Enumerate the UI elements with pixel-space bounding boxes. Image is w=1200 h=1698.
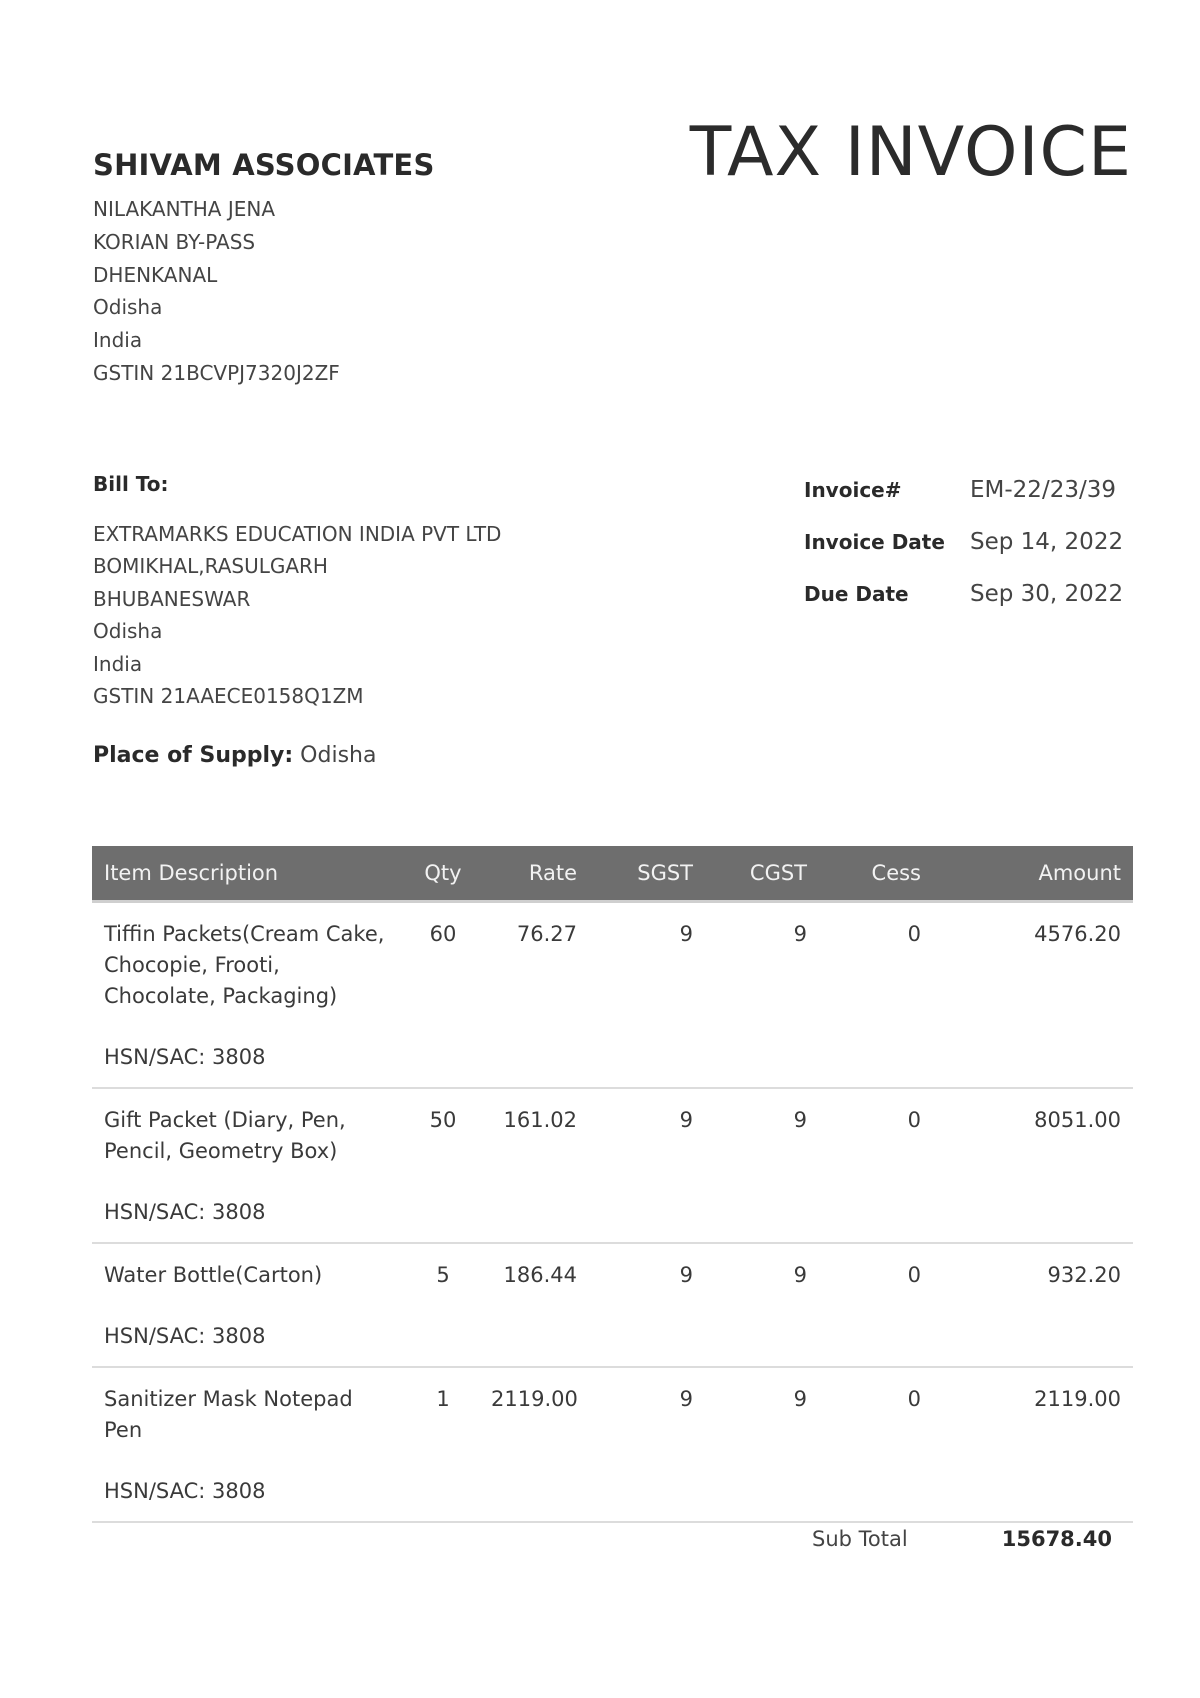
seller-address-line: DHENKANAL <box>93 262 218 287</box>
item-amount: 4576.20 <box>933 902 1133 1089</box>
item-rate: 2119.00 <box>479 1367 589 1522</box>
bill-to-address-line: BOMIKHAL,RASULGARH <box>93 554 328 579</box>
bill-to-address-line: India <box>93 651 143 676</box>
item-hsn: HSN/SAC: 3808 <box>104 1045 266 1069</box>
place-of-supply-value: Odisha <box>300 743 377 768</box>
invoice-number-value: EM-22/23/39 <box>970 477 1116 503</box>
header-qty: Qty <box>407 846 479 902</box>
item-cgst: 9 <box>705 1088 819 1243</box>
item-hsn: HSN/SAC: 3808 <box>104 1479 266 1503</box>
item-qty: 5 <box>407 1243 479 1367</box>
item-cess: 0 <box>819 1088 933 1243</box>
item-hsn: HSN/SAC: 3808 <box>104 1200 266 1224</box>
item-amount: 932.20 <box>933 1243 1133 1367</box>
header-cess: Cess <box>819 846 933 902</box>
table-row <box>92 902 1133 1089</box>
seller-gstin: GSTIN 21BCVPJ7320J2ZF <box>93 360 340 385</box>
header-amount: Amount <box>933 846 1133 902</box>
place-of-supply <box>93 743 376 768</box>
seller-address-line: KORIAN BY-PASS <box>93 229 256 254</box>
item-description-cell <box>92 1088 407 1243</box>
items-table <box>92 846 1133 1523</box>
header-rate: Rate <box>479 846 589 902</box>
item-rate: 161.02 <box>479 1088 589 1243</box>
seller-address-line: India <box>93 328 143 353</box>
seller-name: SHIVAM ASSOCIATES <box>93 148 435 182</box>
item-cess: 0 <box>819 1243 933 1367</box>
item-amount: 8051.00 <box>933 1088 1133 1243</box>
item-qty: 50 <box>407 1088 479 1243</box>
item-description-cell <box>92 1367 407 1522</box>
seller-address <box>93 193 340 390</box>
seller-address-line: Odisha <box>93 295 163 320</box>
due-date-value: Sep 30, 2022 <box>970 581 1124 607</box>
item-sgst: 9 <box>589 902 705 1089</box>
document-title: TAX INVOICE <box>689 113 1132 192</box>
header-cgst: CGST <box>705 846 819 902</box>
item-hsn: HSN/SAC: 3808 <box>104 1324 266 1348</box>
bill-to-gstin: GSTIN 21AAECE0158Q1ZM <box>93 684 364 709</box>
header-item-description: Item Description <box>92 846 407 902</box>
item-description: Tiffin Packets(Cream Cake, Chocopie, Frooti, Chocolate, Packaging) <box>104 922 385 1008</box>
item-sgst: 9 <box>589 1088 705 1243</box>
item-rate: 186.44 <box>479 1243 589 1367</box>
bill-to-address <box>93 518 501 712</box>
item-rate: 76.27 <box>479 902 589 1089</box>
item-cess: 0 <box>819 902 933 1089</box>
bill-to-address-line: Odisha <box>93 619 163 644</box>
item-description: Gift Packet (Diary, Pen, Pencil, Geometry Box) <box>104 1108 346 1163</box>
subtotal-label: Sub Total <box>812 1527 908 1551</box>
table-row <box>92 1243 1133 1367</box>
invoice-date-label: Invoice Date <box>804 530 945 554</box>
item-sgst: 9 <box>589 1367 705 1522</box>
seller-address-line: NILAKANTHA JENA <box>93 197 276 221</box>
invoice-number-label: Invoice# <box>804 478 902 502</box>
item-description: Water Bottle(Carton) <box>104 1263 323 1287</box>
bill-to-address-line: EXTRAMARKS EDUCATION INDIA PVT LTD <box>93 522 502 546</box>
bill-to-address-line: BHUBANESWAR <box>93 586 251 611</box>
item-qty: 60 <box>407 902 479 1089</box>
item-cgst: 9 <box>705 1243 819 1367</box>
subtotal-value: 15678.40 <box>1001 1527 1112 1551</box>
invoice-date-value: Sep 14, 2022 <box>970 529 1124 555</box>
item-qty: 1 <box>407 1367 479 1522</box>
place-of-supply-label: Place of Supply: <box>93 743 294 768</box>
due-date-label: Due Date <box>804 582 909 606</box>
item-sgst: 9 <box>589 1243 705 1367</box>
item-cess: 0 <box>819 1367 933 1522</box>
table-row <box>92 1088 1133 1243</box>
table-header-row <box>92 846 1133 902</box>
header-sgst: SGST <box>589 846 705 902</box>
table-row <box>92 1367 1133 1522</box>
item-cgst: 9 <box>705 902 819 1089</box>
item-amount: 2119.00 <box>933 1367 1133 1522</box>
item-description-cell <box>92 902 407 1089</box>
item-cgst: 9 <box>705 1367 819 1522</box>
item-description: Sanitizer Mask Notepad Pen <box>104 1387 353 1442</box>
bill-to-label: Bill To: <box>93 472 169 496</box>
item-description-cell <box>92 1243 407 1367</box>
